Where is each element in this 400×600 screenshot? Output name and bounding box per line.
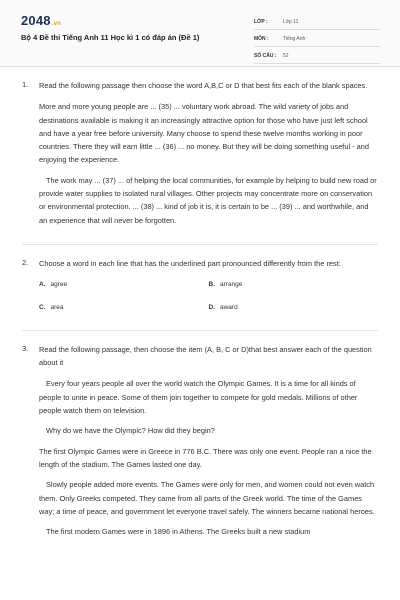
question-title: Read the following passage then choose the word A,B,C or D that best fits each of the blank spaces.	[39, 81, 368, 90]
option-text: area	[50, 303, 64, 311]
page-header	[0, 0, 400, 67]
meta-row-class	[254, 15, 380, 30]
option-text: award	[220, 303, 238, 311]
meta-label: LỚP :	[254, 19, 268, 25]
document-meta	[254, 15, 380, 66]
option-letter: C.	[39, 303, 46, 311]
meta-label: MÔN :	[254, 36, 269, 42]
site-logo[interactable]	[21, 13, 61, 28]
passage-paragraph: Every four years people all over the world watch the Olympic Games. It is a time for all kinds of people to unite in peace. Some of them join together to compete for gold medals. Millions of other people watch them on television.	[39, 379, 358, 416]
passage-paragraph: Slowly people added more events. The Games were only for men, and women could not even watch them. Only Greeks competed. They came from all parts of the Greek world. The time of the Games way; a time of peace, and government let everyone travel safely. The winners became national heroes.	[39, 480, 375, 516]
document-content	[0, 67, 400, 555]
document-title: Bộ 4 Đề thi Tiếng Anh 11 Học kì 1 có đáp án (Đề 1)	[21, 33, 200, 42]
option-text: agree	[50, 281, 68, 289]
answer-options	[39, 278, 378, 314]
question-body	[39, 257, 378, 320]
question-title: Choose a word in each line that has the underlined part pronounced differently from the rest:	[39, 258, 341, 268]
passage-paragraph: The work may ... (37) ... of helping the local communities, for example by helping to build new road or provide water supplies to isolated rural villages. Other projects may concentrate more on conservation or environmental protection. ... (38) ... kind of job it is, it is certain to be ... (39) ... and worthwhile, and an experience that will never be forgotten.	[39, 175, 377, 225]
option-text: arrange	[220, 281, 243, 289]
question-body	[39, 343, 378, 546]
logo-text: 2048	[21, 13, 51, 28]
passage-paragraph: The first Olympic Games were in Greece in 776 B.C. There was only one event. People ran a nice the length of the stadium. The Games lasted one day.	[39, 446, 372, 469]
option-letter: D.	[208, 303, 215, 311]
meta-row-question-count	[254, 49, 380, 64]
question-3	[22, 331, 378, 556]
meta-value: Lớp 11	[283, 19, 299, 25]
question-number: 1.	[22, 80, 29, 89]
meta-value: Tiếng Anh	[283, 36, 306, 42]
passage-paragraph: The first modern Games were in 1896 in Athens. The Greeks built a new stadium	[46, 527, 311, 537]
option-c[interactable]	[39, 301, 209, 314]
question-1	[22, 67, 378, 245]
meta-label: SỐ CÂU :	[254, 53, 277, 59]
option-letter: A.	[39, 281, 46, 289]
question-2	[22, 245, 378, 331]
question-number: 3.	[22, 343, 29, 353]
option-a[interactable]	[39, 278, 209, 291]
option-letter: B.	[208, 281, 215, 289]
option-d[interactable]	[209, 301, 379, 314]
passage-paragraph: Why do we have the Olympic? How did they begin?	[46, 426, 215, 436]
logo-suffix: .vn	[51, 21, 62, 27]
passage-paragraph: More and more young people are ... (35) ... voluntary work abroad. The wild variety of jobs and destinations available is making it an increasingly attractive option for those who have just left school and have a year free before university. Many choose to spend these twelve months working in poor countries. There they will earn little ... (36) ... no money. But they will be doing something useful - and enjoying the experience.	[39, 102, 370, 165]
question-body	[39, 79, 378, 234]
meta-value: 52	[283, 53, 289, 59]
question-number: 2.	[22, 257, 29, 267]
question-title: Read the following passage, then choose the item (A, B, C or D)that best answer each of the question about it	[39, 344, 372, 368]
option-b[interactable]	[209, 278, 379, 291]
meta-row-subject	[254, 32, 380, 47]
